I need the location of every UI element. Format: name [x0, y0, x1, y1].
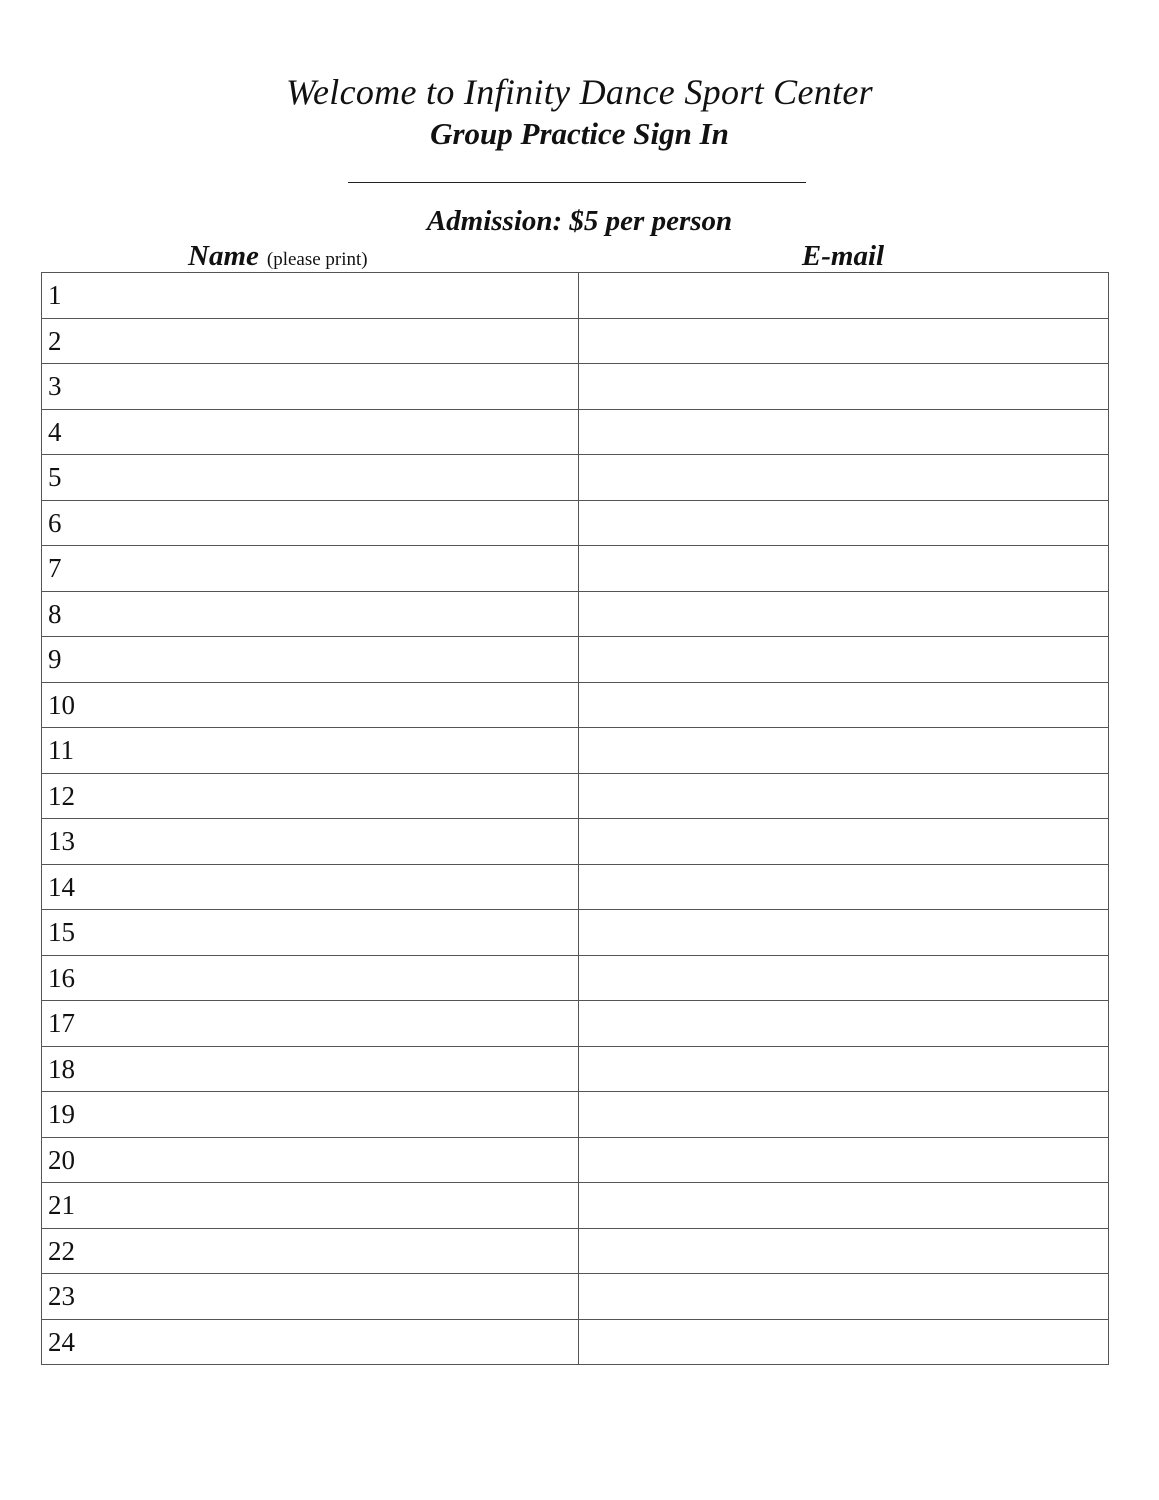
name-cell[interactable] — [42, 682, 579, 728]
email-cell[interactable] — [579, 1319, 1109, 1365]
name-cell[interactable] — [42, 591, 579, 637]
signin-table-body — [42, 273, 1109, 1365]
table-row — [42, 455, 1109, 501]
email-cell[interactable] — [579, 1183, 1109, 1229]
row-number: 10 — [48, 689, 75, 720]
name-cell[interactable] — [42, 409, 579, 455]
name-cell[interactable] — [42, 773, 579, 819]
email-cell[interactable] — [579, 819, 1109, 865]
email-cell[interactable] — [579, 1228, 1109, 1274]
row-number: 24 — [48, 1326, 75, 1357]
name-cell[interactable] — [42, 318, 579, 364]
name-cell[interactable] — [42, 500, 579, 546]
email-cell[interactable] — [579, 318, 1109, 364]
email-cell[interactable] — [579, 682, 1109, 728]
name-cell[interactable] — [42, 955, 579, 1001]
email-cell[interactable] — [579, 455, 1109, 501]
table-row — [42, 910, 1109, 956]
row-number: 12 — [48, 780, 75, 811]
signin-table — [41, 272, 1109, 1365]
email-cell[interactable] — [579, 1274, 1109, 1320]
table-row — [42, 1046, 1109, 1092]
email-cell[interactable] — [579, 637, 1109, 683]
email-cell[interactable] — [579, 728, 1109, 774]
date-blank-line — [348, 182, 806, 183]
row-number: 18 — [48, 1053, 75, 1084]
row-number: 7 — [48, 553, 62, 584]
row-number: 6 — [48, 507, 62, 538]
row-number: 17 — [48, 1008, 75, 1039]
row-number: 20 — [48, 1144, 75, 1175]
email-cell[interactable] — [579, 546, 1109, 592]
email-cell[interactable] — [579, 1137, 1109, 1183]
row-number: 19 — [48, 1099, 75, 1130]
name-cell[interactable] — [42, 910, 579, 956]
table-row — [42, 591, 1109, 637]
name-cell[interactable] — [42, 1228, 579, 1274]
row-number: 13 — [48, 826, 75, 857]
name-column-note: (please print) — [266, 249, 368, 270]
page-title: Welcome to Infinity Dance Sport Center — [286, 72, 873, 112]
email-cell[interactable] — [579, 1001, 1109, 1047]
row-number: 3 — [48, 371, 62, 402]
row-number: 8 — [48, 598, 62, 629]
table-row — [42, 318, 1109, 364]
row-number: 23 — [48, 1281, 75, 1312]
name-cell[interactable] — [42, 819, 579, 865]
row-number: 5 — [48, 462, 62, 493]
row-number: 15 — [48, 917, 75, 948]
table-row — [42, 955, 1109, 1001]
name-column-label: Name — [188, 240, 259, 272]
email-cell[interactable] — [579, 955, 1109, 1001]
name-cell[interactable] — [42, 364, 579, 410]
page-subtitle: Group Practice Sign In — [430, 116, 729, 151]
table-row — [42, 273, 1109, 319]
admission-fee: Admission: $5 per person — [426, 205, 733, 237]
email-cell[interactable] — [579, 1046, 1109, 1092]
table-row — [42, 500, 1109, 546]
table-row — [42, 546, 1109, 592]
name-cell[interactable] — [42, 864, 579, 910]
table-row — [42, 864, 1109, 910]
row-number: 2 — [48, 325, 62, 356]
name-cell[interactable] — [42, 1001, 579, 1047]
name-cell[interactable] — [42, 637, 579, 683]
row-number: 9 — [48, 644, 62, 675]
table-row — [42, 682, 1109, 728]
name-cell[interactable] — [42, 1137, 579, 1183]
table-row — [42, 1183, 1109, 1229]
name-cell[interactable] — [42, 455, 579, 501]
name-cell[interactable] — [42, 546, 579, 592]
row-number: 4 — [48, 416, 62, 447]
name-cell[interactable] — [42, 1274, 579, 1320]
table-row — [42, 1092, 1109, 1138]
table-row — [42, 364, 1109, 410]
email-cell[interactable] — [579, 364, 1109, 410]
email-cell[interactable] — [579, 273, 1109, 319]
email-column-header: E-mail — [801, 240, 885, 272]
email-cell[interactable] — [579, 864, 1109, 910]
table-row — [42, 1319, 1109, 1365]
table-row — [42, 773, 1109, 819]
name-cell[interactable] — [42, 1046, 579, 1092]
table-row — [42, 1137, 1109, 1183]
table-row — [42, 1228, 1109, 1274]
table-row — [42, 728, 1109, 774]
name-cell[interactable] — [42, 1092, 579, 1138]
row-number: 1 — [48, 280, 62, 311]
email-cell[interactable] — [579, 500, 1109, 546]
name-cell[interactable] — [42, 728, 579, 774]
row-number: 14 — [48, 871, 75, 902]
email-cell[interactable] — [579, 773, 1109, 819]
table-row — [42, 1274, 1109, 1320]
row-number: 21 — [48, 1190, 75, 1221]
name-cell[interactable] — [42, 1183, 579, 1229]
name-cell[interactable] — [42, 1319, 579, 1365]
row-number: 22 — [48, 1235, 75, 1266]
row-number: 11 — [48, 735, 74, 766]
email-cell[interactable] — [579, 591, 1109, 637]
email-cell[interactable] — [579, 910, 1109, 956]
table-row — [42, 1001, 1109, 1047]
table-row — [42, 819, 1109, 865]
email-cell[interactable] — [579, 1092, 1109, 1138]
name-cell[interactable] — [42, 273, 579, 319]
email-cell[interactable] — [579, 409, 1109, 455]
table-row — [42, 637, 1109, 683]
row-number: 16 — [48, 962, 75, 993]
table-row — [42, 409, 1109, 455]
